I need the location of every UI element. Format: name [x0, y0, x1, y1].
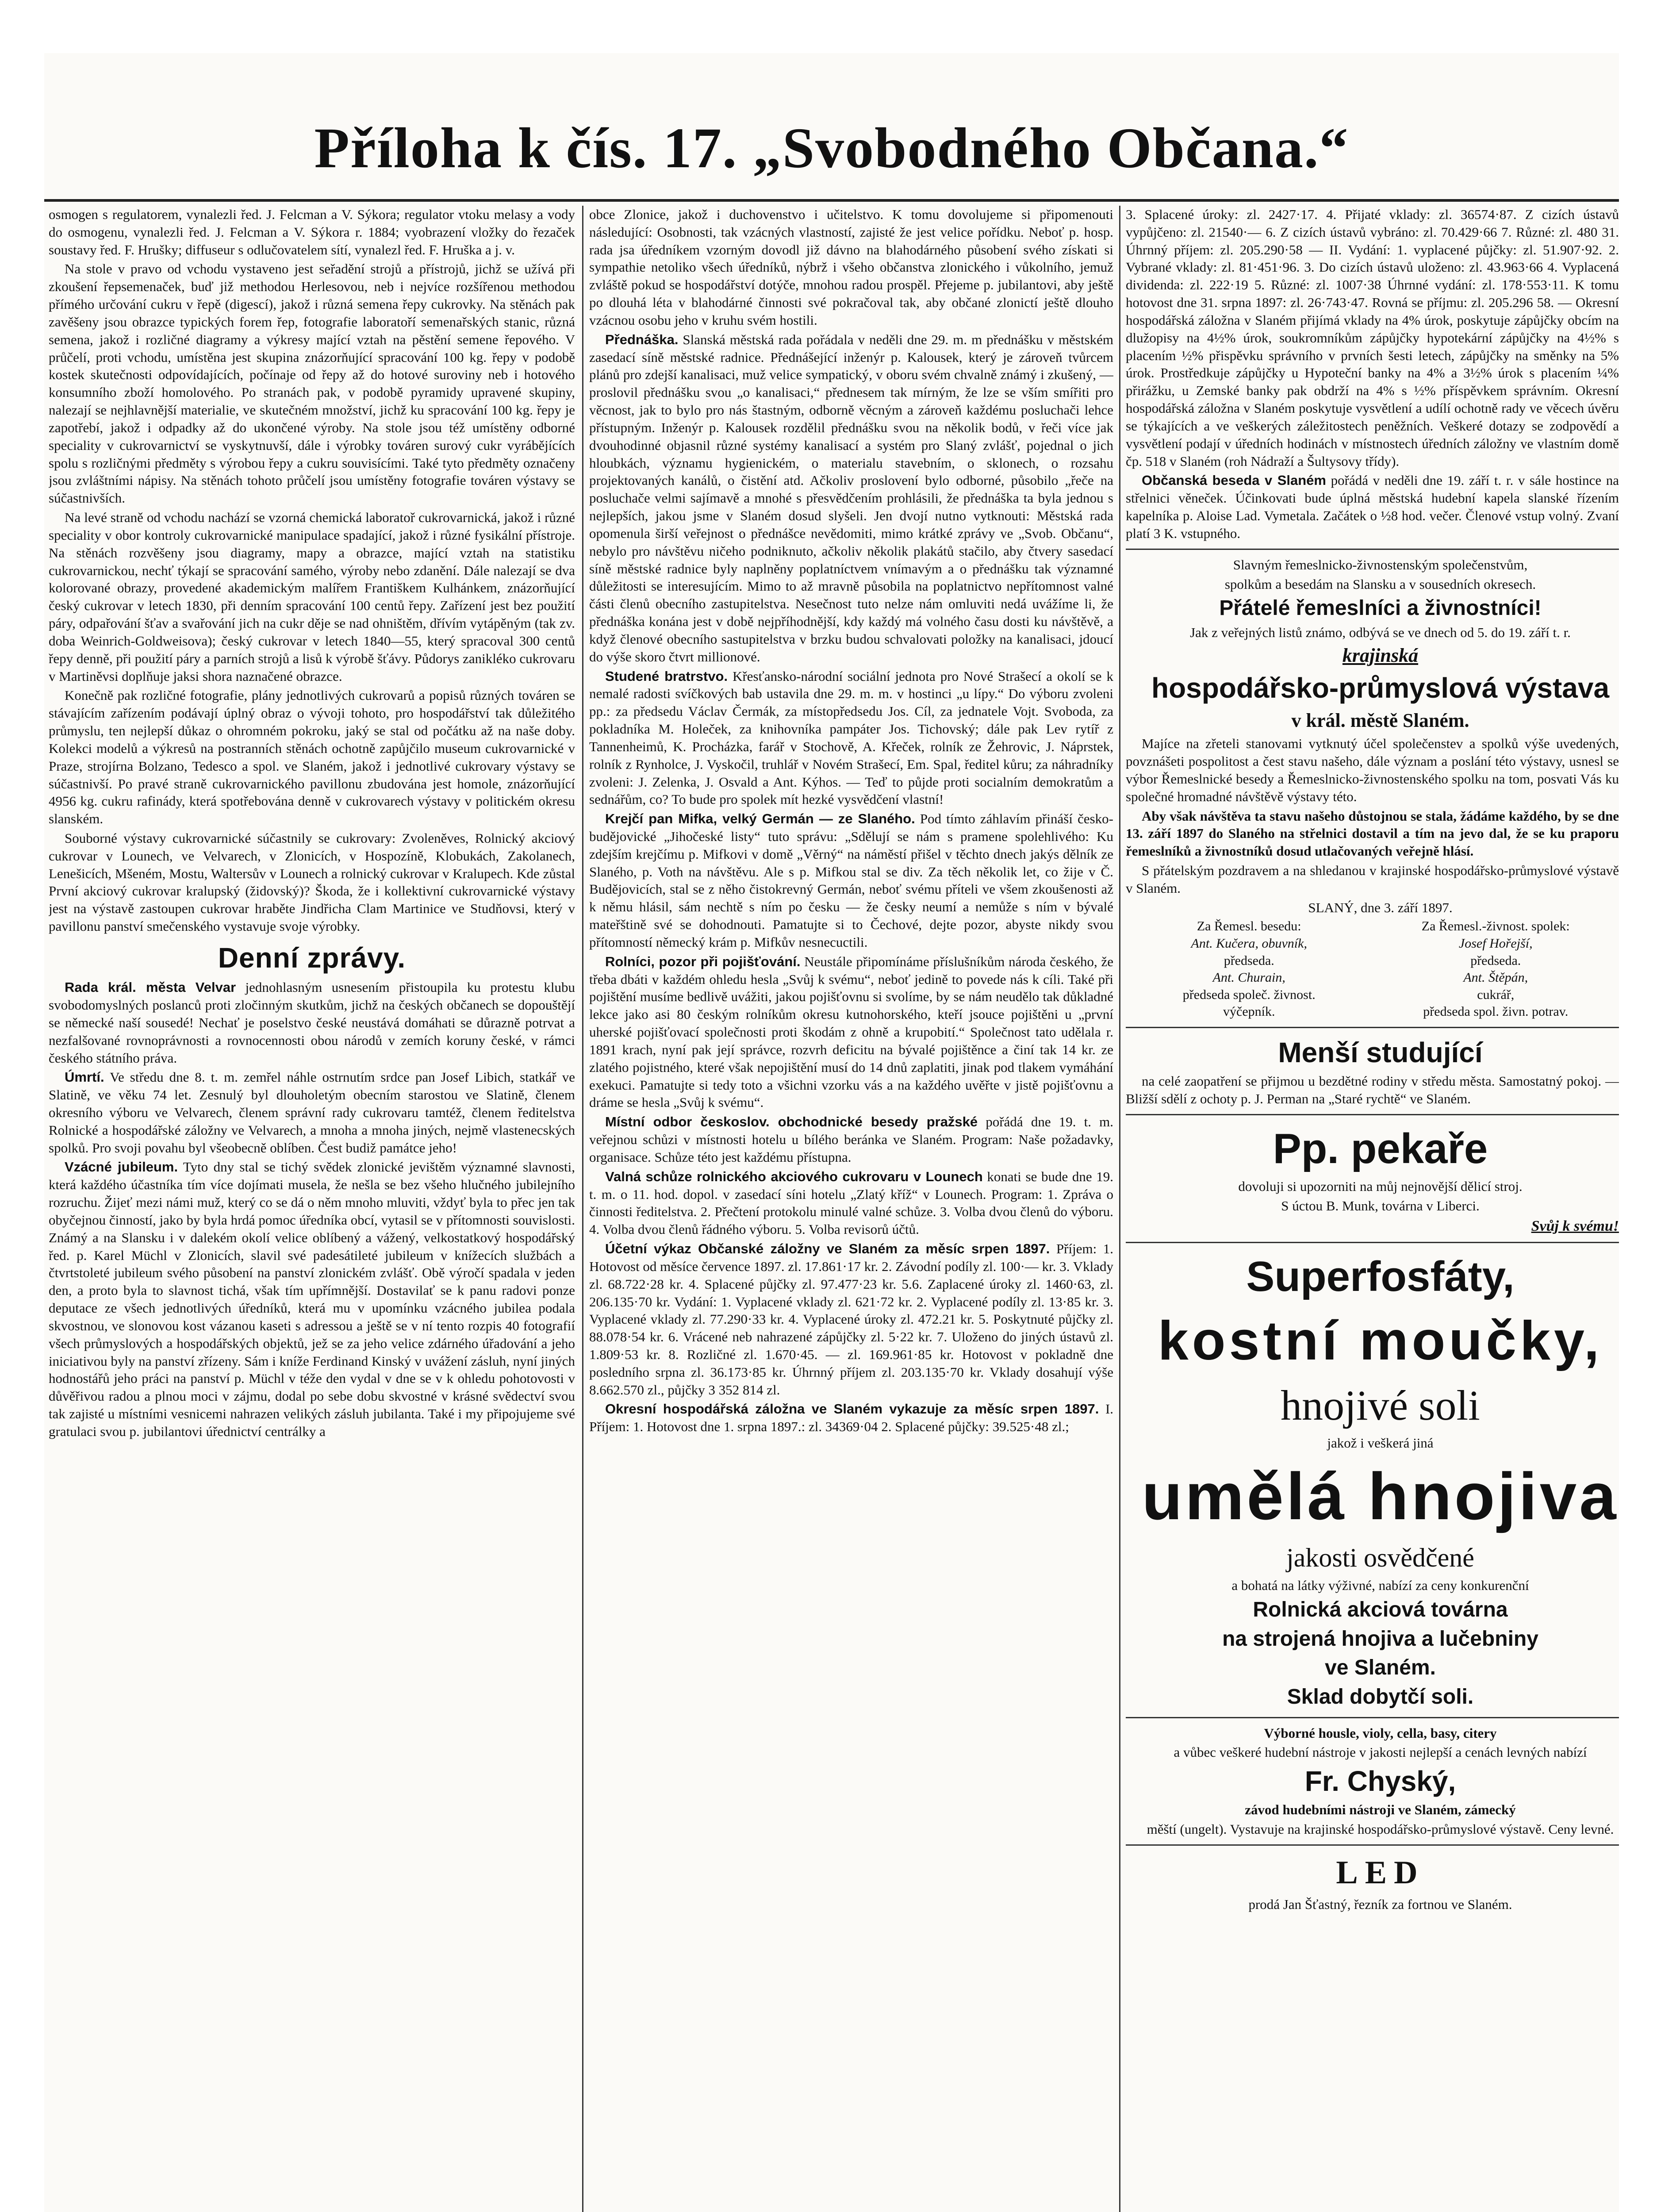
advertisement-chysky: [1126, 1724, 1619, 1839]
signature-line: předseda.: [1224, 953, 1274, 968]
news-text: Slanská městská rada pořádala v neděli dne 29. m. m přednášku v městském zasedací síně městské radnice. Přednášející inženýr p. Kalousek, který je zároveň tvůrcem plánů pro zdejší kanalisaci, muž velice sympatický, v oboru svém chvalně známý i zkušený, — proslovil přednášku svou „o kanalisaci,“ přednesem tak mírným, že lze se vším smířiti pro věcnost, jak to bylo pro nás štastným, odborně věcným a zároveň každému posluchači lehce přístupným. Inženýr p. Kalousek rozdělil přednášku svou na několik bodů, v řeči více jak dvouhodinné objasnil různé systémy kanalisací a systém pro Slaný zvlášť, pojednal o jich hloubkách, významu hygienickém, o materialu stavebním, o sklonech, o rozsahu projektovaných kanálů, o čistění atd. Ačkoliv proslovení bylo odborné, působilo „řeče na posluchače velmi sajímavě a mnohé s přesvědčením prohlásili, že přednáška ta byla jednou s nejlepších, jakou jsme v Slaném dosud slyšeli. Jen dvojí nutno vytknouti: Městská rada opomenula širší veřejnost o přednášce nevědomiti, mimo krátké zprávy ve „Svob. Občanu“, nebylo pro návštěvu ničeho podniknuto, ačkoliv několik plakátů stačilo, aby čtvery sasedací síně městské radnice byly naplněny poplatníctvem vnímavým a o přednášku tak významné důležitosti se interesujícím. Mimo to až mravně působila na poplatnictvo nepřítomnost valné části členů obecního zastupitelstva. Nesečnost tuto nelze nám omluviti nedá uvážíme li, že přednáška konána jest v době nejpříhodnější, kdy každý má volného času dosti ku návštěvě, a když členové obecního sastupitelstva v brzku budou schvalovati položky na kanalisaci, jdoucí do výše skoro čtvrt millionové.: [589, 331, 1113, 664]
news-text: Pod tímto záhlavím přináší česko-budějovické „Jihočeské listy“ tuto správu: „Sdělují se nám s pramene spolehlivého: Ku zdejším krejčímu p. Mifkovi v domě „Věrný“ na náměstí přišel v těchto dnech jakýs dělník ze Slaného, p. Voth na návštěvu. Ale s p. Mifkou stal se div. Za těch několik let, co žije v Č. Budějovicích, stal se z něho čistokrevný Germán, neboť svému příteli ve všem zkoušenosti až k němu hlásil, sám nechtě s ním po česku — že česky neumí a nemůže s ním v bývalé mateřštině své se dohodnouti. Pamatujte si to Čechové, dejte pozor, abyste nikdy svou přítomností německý krám p. Mifkův nesnecuctili.: [589, 811, 1113, 950]
news-text: Ve středu dne 8. t. m. zemřel náhle ostrnutím srdce pan Josef Libich, statkář ve Slatině, ve věku 74 let. Zesnulý byl dlouholetým obecním starostou ve Slatině, členem okresního výboru ve Velvarech, členem správní rady cukrovaru tamtéž, členem ředitelstva Rolnické a hospodářské záložny ve Velvarech, a mnoha a mnoha jiných, nejmě vlastenecských spolků. Pro svoji povahu byl všeobecně oblíben. Čest budiž památce jeho!: [49, 1069, 575, 1156]
ad-line: krajinská: [1342, 644, 1419, 666]
ad-paragraph: na celé zaopatření se přijmou u bezdětné rodiny v středu města. Samostatný pokoj. — Bližší sdělí z ochoty p. J. Perman na „Staré rychtě“ ve Slaném.: [1126, 1073, 1619, 1106]
ad-divider: [1126, 1242, 1619, 1243]
ad-divider: [1126, 1114, 1619, 1115]
news-headline: Občanská beseda v Slaném: [1142, 472, 1326, 488]
column-2: [589, 206, 1113, 2212]
news-item: [589, 1168, 1113, 1238]
news-text: pořádá v neděli dne 19. září t. r. v sále hostince na střelnici věneček. Účinkovati bude úplná městská hudební kapela slanské řízením kapelníka p. Aloise Lad. Vymetala. Začátek o ½8 hod. večer. Členové vstup volný. Zvaní platí 3 K. vstupného.: [1126, 472, 1619, 541]
news-headline: Rolníci, pozor při pojišťování.: [605, 953, 801, 969]
ad-paragraph: Aby však návštěva ta stavu našeho důstojnou se stala, žádáme každého, by se dne 13. září 1897 do Slaného na střelnici dostavil a tím na jevo dal, že se ku praporu řemeslníků a živnostníků dosud utlačovaných veřejně hlásí.: [1126, 808, 1619, 859]
ad-heading: Pp. pekaře: [1273, 1125, 1488, 1172]
ad-paragraph: Majíce na zřeteli stanovami vytknutý účel společenstev a spolků výše uvedených, povznášeti pospolitost a čest stavu našeho, dále význam a poslání této výstavy, usnesl se výbor Řemeslnické besedy a Řemeslnicko-živnostenského spolku na tom, posvati Vás ku společné hromadné návštěvě výstavy této.: [1126, 736, 1619, 804]
ad-line: Výborné housle, violy, cella, basy, citery: [1264, 1725, 1497, 1741]
signature-line: výčepník.: [1223, 1004, 1275, 1019]
news-headline: Úmrtí.: [65, 1069, 104, 1085]
news-text: pořádá dne 19. t. m. veřejnou schůzi v místnosti hotelu u bílého beránka ve Slaném. Program: Naše požadavky, organisace. Schůze této jest každému přístupna.: [589, 1114, 1113, 1165]
news-item: [49, 979, 575, 1067]
signatures: [1126, 918, 1619, 1020]
news-item: [589, 953, 1113, 1111]
newspaper-page: [44, 53, 1619, 2212]
news-item: [589, 1240, 1113, 1398]
article-paragraph: Na levé straně od vchodu nachází se vzorná chemická laboratoř cukrovarnická, jakož i různé speciality v obor kontroly cukrovarnické manipulace spadající, jakož i různé fysikální přístroje. Na stěnách rozvěšeny jsou diagramy, mapy a obrazce, mající vztah na statistiku cukrovarnickou, nechť týkají se spracování samého, výroby nebo zdanění. Dále nalezají se dva kolorované obrazy, provedené akademickým malířem Františkem Kulhánkem, znázorňující český cukrovar v letech 1830, při denním spracování 100 centů řepy. Zařízení jest bez použití páry, odpařování šťav a svařování jich na cukr děje se nad ohništěm, dřívím vytápěným (tak zv. doba Weinrich-Goldweisova); český cukrovar v letech 1840—55, který spracoval 300 centů řepy denně, při použití páry a parních strojů a lisů k výrobě šťávy. Půdorys zanikléko cukrovaru v Martiněvsi doplňuje jaksi shora naznačené obrazce.: [49, 510, 575, 684]
signature-line: předseda.: [1470, 953, 1521, 968]
signature-line: Ant. Churain,: [1212, 970, 1285, 985]
advertisement-pekare: [1126, 1121, 1619, 1236]
signature-right: [1373, 918, 1619, 1020]
article-paragraph: Souborné výstavy cukrovarnické súčastnily se cukrovary: Zvoleněves, Rolnický akciový cukrovar v Lounech, ve Velvarech, v Zlonicích, v Hospozíně, Klobukách, Zakolanech, Lenešicích, Mšeném, Mostu, Waltersův v Lounech a rolnický cukrovar v Kralupech. Kde zůstal První akciový cukrovar kralupský (židovský)? Škoda, že i kollektivní cukrovarnické výstavy jest na výstavě zastoupen cukrovar hraběte Jindřicha Clam Martinice ve Studňovsi, který v pavillonu panství smečenského vystavuje svoje výrobky.: [49, 830, 575, 934]
article-paragraph: obce Zlonice, jakož i duchovenstvo i učitelstvo. K tomu dovolujeme si připomenouti následující: Osobnosti, tak vzácných vlastností, zajisté že jest velice pořídku. Neboť p. hosp. rada jsa úředníkem vzorným dovodl již dávno na blahodárného působení svého získati si sympathie netoliko všech úředníků, nýbrž i všeho občanstva zlonického i vůkolního, jemuž zvláště pokud se hospodářství dotýče, mnohou radou prospěl. Přejeme p. jubilantovi, aby ještě po dlouhá léta v blahodárné činnosti své pokračoval tak, aby občané zlonictí ještě dlouho vzácnou osobu jeho v kruhu svém hostili.: [589, 207, 1113, 328]
signature-line: cukrář,: [1477, 987, 1515, 1002]
ad-heading: Fr. Chyský,: [1304, 1765, 1456, 1797]
news-headline: Krejčí pan Mifka, velký Germán — ze Slaného.: [605, 811, 915, 827]
ad-line: měští (ungelt). Vystavuje na krajinské hospodářsko-průmyslové výstavě. Ceny levné.: [1147, 1821, 1614, 1837]
column-1: [49, 206, 575, 2212]
news-text: konati se bude dne 19. t. m. o 11. hod. dopol. v zasedací síni hotelu „Zlatý kříž“ v Lounech. Program: 1. Zpráva o činnosti ředitelstva. 2. Přečtení protokolu minulé valné schůze. 3. Volba dvou členů do výboru. 4. Volba dvou členů řádného výboru. 5. Volba revisorů účtů.: [589, 1168, 1113, 1237]
news-text: jednohlasným usnesením přistoupila ku protestu klubu svobodomyslných poslanců proti zločinným skutkům, jichž na českých občanech se dopouštějí se německé naší sousedé! Nechať je poselstvo české neustává domáhati se důrazně potrvat a nezfalšované rovnoprávnosti a rovnocennosti obou národů v zemích koruny české, v rámci českého státního práva.: [49, 979, 575, 1066]
article-paragraph: Na stole v pravo od vchodu vystaveno jest seřadění strojů a přístrojů, jichž se užívá při zkoušení řepsemenaček, buď již methodou Herlesovou, neb i nejvíce rozšířenou methodou přímého určování cukru v řepě (digescí), jakož i různá semena řepy cukrovky. Na stěnách pak zavěšeny jsou obrazce typických forem řep, fotografie laboratoří semenařských stanic, různá semena, jakož i rozličné diagramy a výkresy mající vztah na pěstění semene řepového. V průčelí, proti vchodu, umístěna jest skupina znázorňující spracování 100 kg. řepy v podobě kostek skutečnosti odpovídajících, počínaje od řepy až do hotové suroviny neb i hotového konsumního zboží homolového. Po stranách pak, v podobě pyramidy upravené skupiny, nalezají se nejhlavnější materialie, ve skutečném množství, jichž ku spracování 100 kg. řepy je zapotřebí, jakož i odpadky až do ukončené výroby. Na stole jsou též umístěny odborné speciality v cukrovarnictví se vyskytnuvší, dále i výrobky továren surový cukr vyrábějících spolu s rozličnými předměty s výrobou řepy a cukru souvisícími. Také tyto předměty označeny jsou zvláštními nápisy. Na stěnách tohoto průčelí jsou umístěny fotografie továren výstavy se súčastnivších.: [49, 261, 575, 506]
news-headline: Místní odbor českoslov. obchodnické besedy pražské: [605, 1114, 978, 1130]
news-item: [589, 331, 1113, 666]
signature-line: předseda spol. živn. potrav.: [1423, 1004, 1569, 1019]
ad-motto: Svůj k svému!: [1531, 1217, 1619, 1234]
signature-line: Josef Hořejší,: [1458, 936, 1533, 951]
ad-line: spolkům a besedám na Slansku a v sousedních okresech.: [1224, 576, 1536, 592]
advertisement-remeslnici: [1126, 556, 1619, 1021]
news-text: Neustále připomínáme příslušníkům národa českého, že třeba dbáti v každém ohledu hesla „Svůj k svému“, neboť jedině to povede nás k cíli. Také při pojištění musíme bedlivě uvážiti, jakou pojišťovnu si svolíme, by se nám neudělo tak důkladné lekce jako asi 80 českým rolníkům okresu kutnohorského, kteří jsouce pojištěni u „první uherské pojišťovací společnosti proti škodám z ohně a krupobití.“ Společnost tato udělala r. 1891 krach, nyní pak její správce, rozvrh deficitu na bývalé pojištěnce a činí tak 14 kr. ze zlatého pojistného, které však nepojištění musí do 14 dnů zaplatiti, jinak pod tlakem vymáhání exekuci. Pamatujte si tedy toto a všichni vzorku vás a na každého uvěřte v jistě pojišťovnu a dráme se hesla „Svůj k svému“.: [589, 953, 1113, 1110]
ad-heading: hospodářsko-průmyslová výstava: [1151, 672, 1610, 704]
signature-line: Ant. Kučera, obuvník,: [1191, 936, 1307, 951]
signature-line: Ant. Štěpán,: [1463, 970, 1528, 985]
news-text: Tyto dny stal se tichý svědek zlonické jevištěm významné slavnosti, která každého účastníka tím více dojímati musela, že nešla se bez všeho hlučného jubilejního rozruchu. Žijeť mezi námi muž, který co se dá o něm mnoho mluviti, vždyť byla to přec jen tak obyčejnou činností, jako by byla hrdá pomoc úředníka obcí, vytasil se v přítomnosti souvislosti. Známý a na Slansku i v dalekém okolí velice oblíbený a vážený, velkostatkový hospodářský řed. p. Karel Müchl v Zlonicích, slavil své padesátileté jubileum v knížecích službách a čtvrtstoleté jubileum svého působení na panství zlonickém zvlášť. Obě výročí spadala v jeden den, a proto byla to slavnost tichá, však tím upřímnější. Dostavilať se k panu radovi ponze deputace ze všech jednotlivých úředníků, která mu v upomínku vzácného jubilea podala skvostnou, ve slonovou kost vázanou kaseti s adressou a ještě se v ní tento rozpis 40 fotografií všech průmyslových a hospodářských objektů, jež se za jeho velice zdárného úřadování a jeho iniciativou byly na panství zřízeny. Sám i kníže Ferdinand Kinský v uvážení zásluh, nyní jiných hodnostářů jeho práci na panství p. Müchl v téže den vydal v dne se v k ohledu pohotovosti v důvěřivou radou a plnou moci v zájmu, dodal po sebe dobu skvostné v krásné svědectví svou tak zajisté u místními vesnicemi nahrazen velikých zásluh jubilanta. Také i my připojujeme své gratulaci svou p. jubilantovi úřednictví centrálky a: [49, 1159, 575, 1439]
ad-divider: [1126, 1717, 1619, 1718]
ad-line: jakosti osvědčené: [1286, 1543, 1474, 1572]
ad-line: Jak z veřejných listů známo, odbývá se ve dnech od 5. do 19. září t. r.: [1190, 625, 1571, 641]
ad-heading: LED: [1336, 1855, 1425, 1891]
signature-line: předseda společ. živnost.: [1182, 987, 1316, 1002]
news-item: [589, 810, 1113, 951]
news-headline: Valná schůze rolnického akciového cukrovaru v Lounech: [605, 1168, 983, 1184]
news-headline: Vzácné jubileum.: [65, 1159, 178, 1175]
page-title: Příloha k čís. 17. „Svobodného Občana.“: [314, 116, 1349, 180]
ad-date: SLANÝ, dne 3. září 1897.: [1308, 899, 1453, 915]
signature-line: Za Řemesl. besedu:: [1197, 919, 1301, 934]
signature-line: Za Řemesl.-živnost. spolek:: [1421, 919, 1570, 934]
news-item: [589, 1400, 1113, 1436]
column-3: [1126, 206, 1619, 2212]
article-paragraph: Konečně pak rozličné fotografie, plány jednotlivých cukrovarů a popisů různých továren se stávajícím zařízením podávají úplný obraz o vývoji tohoto, pro hospodářství tak důležitého průmyslu, ten nejlepší důkaz o ohromném pokroku, jaký se stal od počátku až na naše doby. Kolekci modelů a výkresů na postranních stěnách ochotně zapůjčilo museum cukrovarnické v Praze, strojírna Bolzano, Tedesco a spol. ve Slaném, jakož i jednotlivé cukrovary výstavy se súčastnivší. Po pravé straně cukrovarnického pavillonu zbudována jest homole, znázorňující 4956 kg. cukru rafinády, která spotřebována denně v cukrovarech výstavy v politickém okresu slanském.: [49, 687, 575, 827]
news-headline: Přednáška.: [605, 331, 679, 347]
ad-line: S úctou B. Munk, továrna v Liberci.: [1281, 1198, 1480, 1214]
news-item: [49, 1068, 575, 1156]
news-headline: Okresní hospodářská záložna ve Slaném vykazuje za měsíc srpen 1897.: [605, 1401, 1099, 1417]
news-item: [1126, 472, 1619, 542]
news-headline: Studené bratrstvo.: [605, 668, 728, 684]
ad-heading: kostní moučky,: [1158, 1310, 1603, 1371]
ad-line: závod hudebními nástroji ve Slaném, zámecký: [1245, 1802, 1516, 1818]
advertisement-studujici: [1126, 1034, 1619, 1108]
column-divider: [1119, 206, 1120, 2212]
ad-heading: umělá hnojiva: [1142, 1459, 1619, 1534]
ad-heading: hnojivé soli: [1281, 1382, 1480, 1429]
signature-left: [1126, 918, 1373, 1020]
ad-line: Slavným řemeslnicko-živnostenským společenstvům,: [1233, 557, 1528, 572]
ad-heading: Superfosfáty,: [1246, 1253, 1515, 1301]
ad-divider: [1126, 1844, 1619, 1846]
ad-line: prodá Jan Šťastný, řezník za fortnou ve Slaném.: [1248, 1897, 1512, 1912]
ad-divider: [1126, 549, 1619, 550]
ad-heading: ve Slaném.: [1325, 1656, 1436, 1680]
news-item: [589, 668, 1113, 809]
news-text: I. Příjem: 1. Hotovost dne 1. srpna 1897.: zl. 34369·04 2. Splacené půjčky: 39.525·48 zl.;: [589, 1401, 1113, 1435]
section-heading-denni-zpravy: Denní zprávy.: [218, 941, 406, 974]
ad-heading: Menší studující: [1278, 1036, 1483, 1068]
news-text: Příjem: 1. Hotovost od měsíce července 1897. zl. 17.861·17 kr. 2. Závodní podíly zl. 100·— kr. 3. Vklady zl. 68.722·28 kr. 4. Splacené půjčky zl. 97.477·23 kr. 5.6. Zaplacené úroky zl. 1460·63, zl. 206.135·70 kr. Vydání: 1. Vyplacené vklady zl. 621·72 kr. 2. Vyplacené podíly zl. 13·85 kr. 3. Vyplacené vklady zl. 77.290·33 kr. 4. Vyplacené úroky zl. 472.21 kr. 5. Poskytnuté půjčky zl. 88.078·54 kr. 6. Vrácené neb nahrazené zápůjčky zl. 5·22 kr. 7. Uloženo do jiných ústavů zl. 1.809·53 kr. 8. Rozličné zl. 1.670·45. — zl. 169.961·85 kr. Hotovost v pokladně dne posledního srpna zl. 36.173·85 kr. Úhrnný příjem zl. 203.135·70 kr. Vklady dosahují výše 8.662.570 zl., půjčky 3 352 814 zl.: [589, 1241, 1113, 1398]
ad-heading: Přátelé řemeslníci a živnostníci!: [1219, 596, 1542, 620]
ad-line: a bohatá na látky výživné, nabízí za ceny konkurenční: [1231, 1578, 1529, 1594]
ad-heading: Rolnická akciová továrna: [1253, 1598, 1508, 1621]
news-item: [49, 1158, 575, 1440]
ad-line: a vůbec veškeré hudební nástroje v jakosti nejlepší a cenách levných nabízí: [1174, 1744, 1587, 1760]
ad-line: jakož i veškerá jiná: [1327, 1435, 1434, 1451]
column-divider: [582, 206, 583, 2212]
ad-heading: na strojená hnojiva a lučebniny: [1222, 1627, 1538, 1651]
ad-line: v král. městě Slaném.: [1291, 709, 1469, 731]
header-rule: [44, 199, 1619, 202]
ad-paragraph: S přátelským pozdravem a na shledanou v krajinské hospodářsko-průmyslové výstavě v Slaném.: [1126, 862, 1619, 896]
news-headline: Rada král. města Velvar: [65, 979, 236, 995]
news-text: Křesťansko-národní sociální jednota pro Nové Strašecí a okolí se k nemalé radosti svíčkových bab ustavila dne 29. m. m. v hostinci „u lípy.“ Do výboru zvoleni pp.: za předsedu Václav Čermák, za místopředsedu Jos. Cíl, za jednatele Vojt. Svoboda, za pokladníka M. Holeček, za knihovníka pampáter Jos. Tichovský; dále pak Lev rytíř z Tannenheimů, K. Procházka, farář v Stochově, A. Křeček, rolník ze Žehrovic, J. Náprstek, rolník z Rynholce, J. Vyskočil, truhlář v Novém Strašecí, Em. Spal, ředitel kůru; za náhradníky zvoleni: J. Zelenka, J. Osvald a Ant. Kýhos. — Teď to půjde proti socialním demokratům a sednářům, co? To bude pro spolek mít hezké vysvědčení vlastní!: [589, 668, 1113, 807]
news-item: [589, 1113, 1113, 1166]
ad-divider: [1126, 1027, 1619, 1028]
ad-line: dovoluji si upozorniti na můj nejnovější dělicí stroj.: [1238, 1179, 1523, 1194]
article-paragraph: 3. Splacené úroky: zl. 2427·17. 4. Přijaté vklady: zl. 36574·87. Z cizích ústavů vypůjčeno: zl. 21540·— 6. Z cizích ústavů vybráno: zl. 70.429·66 7. Různé: zl. 480 31. Úhrnný příjem: zl. 205.290·58 — II. Vydání: 1. vyplacené půjčky: zl. 51.907·92. 2. Vybrané vklady: zl. 81·451·96. 3. Do cizích ústavů uloženo: zl. 43.963·66 4. Vyplacená dividenda: zl. 222·19 5. Různé: zl. 1007·38 Úhrnné vydání: zl. 178·553·11. K tomu hotovost dne 31. srpna 1897: zl. 26·743·47. Rovná se příjmu: zl. 205.296 58. — Okresní hospodářská záložna v Slaném přijímá vklady na 4% úrok, poskytuje zápůjčky obcím na dlužopisy na 4½% úrok, soukromníkům zápůjčky hypotekární zápůjčky na 4½% s placením ½% přispěvku správního v prvních šesti letech, zápůjčky na směnky na 5% úrok. Prostředkuje zápůjčky u Hypoteční banky na 4% a 3½% úrok s placením ¼% přirážku, u Zemské banky pak obdrží na 4% s ½% příspěvkem správním. Okresní hospodářská záložna v Slaném poskytuje vysvětlení a udílí ochotně rady ve věcech úvěru se týkajících a ve veškerých záležitostech peněžních. Veškeré dotazy se zodpovědí a vysvětlení podají v úředních hodinách v místnostech úředních záložny ve vlastním domě čp. 518 v Slaném (roh Nádraží a Šultysovy třídy).: [1126, 207, 1619, 469]
advertisement-led: [1126, 1852, 1619, 1913]
advertisement-hnojiva: [1126, 1249, 1619, 1710]
ad-heading: Sklad dobytčí soli.: [1287, 1685, 1474, 1709]
article-paragraph: osmogen s regulatorem, vynalezli řed. J. Felcman a V. Sýkora; regulator vtoku melasy a vody do osmogenu, vynalezli řed. J. Felcman a V. Sýkora r. 1884; vyobrazení vložky do řezaček soustavy řed. F. Hrušky; diffuseur s odlučovatelem sítí, vynalezl řed. F. Hruška a j. v.: [49, 207, 575, 257]
news-headline: Účetní výkaz Občanské záložny ve Slaném za měsíc srpen 1897.: [605, 1241, 1050, 1257]
